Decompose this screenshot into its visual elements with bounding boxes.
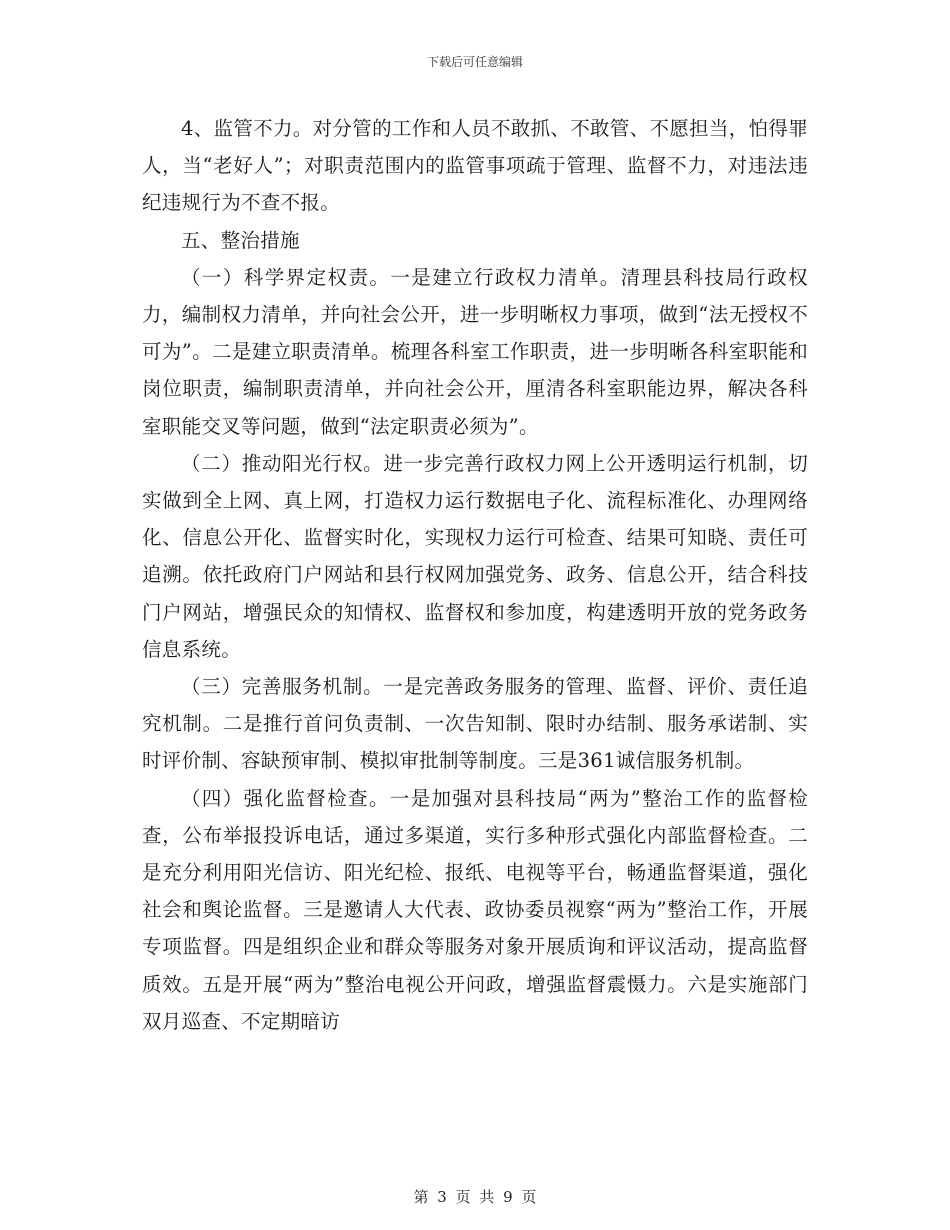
section-heading-measures: 五、整治措施 bbox=[181, 228, 300, 252]
paragraph-define-powers: （一）科学界定权责。一是建立行政权力清单。清理县科技局行政权力，编制权力清单，并向社会公开，进一步明晰权力事项，做到“法无授权不可为”。二是建立职责清单。梳理各科室工作职责，进一步明晰各科室职能和岗位职责，编制职责清单，并向社会公开，厘清各科室职能边界，解决各科室职能交叉等问题，做到“法定职责必须为”。 bbox=[142, 265, 808, 438]
paragraph-supervision: 4、监管不力。对分管的工作和人员不敢抓、不敢管、不愿担当，怕得罪人，当“老好人”；对职责范围内的监管事项疏于管理、监督不力，对违法违纪违规行为不查不报。 bbox=[142, 117, 808, 215]
page-header: 下载后可任意编辑 bbox=[426, 55, 523, 69]
paragraph-sunshine-power: （二）推动阳光行权。进一步完善行政权力网上公开透明运行机制，切实做到全上网、真上网，打造权力运行数据电子化、流程标准化、办理网络化、信息公开化、监督实时化，实现权力运行可检查、结果可知晓、责任可追溯。依托政府门户网站和县行权网加强党务、政务、信息公开，结合科技门户网站，增强民众的知情权、监督权和参加度，构建透明开放的党务政务信息系统。 bbox=[142, 451, 808, 661]
paragraph-supervision-inspection: （四）强化监督检查。一是加强对县科技局“两为”整治工作的监督检查，公布举报投诉电话，通过多渠道，实行多种形式强化内部监督检查。二是充分利用阳光信访、阳光纪检、报纸、电视等平台，畅通监督渠道，强化社会和舆论监督。三是邀请人大代表、政协委员视察“两为”整治工作，开展专项监督。四是组织企业和群众等服务对象开展质询和评议活动，提高监督质效。五是开展“两为”整治电视公开问政，增强监督震慑力。六是实施部门双月巡查、不定期暗访 bbox=[142, 786, 808, 1033]
page-footer: 第 3 页 共 9 页 bbox=[413, 1188, 537, 1206]
paragraph-service-mechanism: （三）完善服务机制。一是完善政务服务的管理、监督、评价、责任追究机制。二是推行首问负责制、一次告知制、限时办结制、服务承诺制、实时评价制、容缺预审制、模拟审批制等制度。三是361诚信服务机制。 bbox=[142, 675, 808, 773]
document-body bbox=[142, 110, 808, 1040]
